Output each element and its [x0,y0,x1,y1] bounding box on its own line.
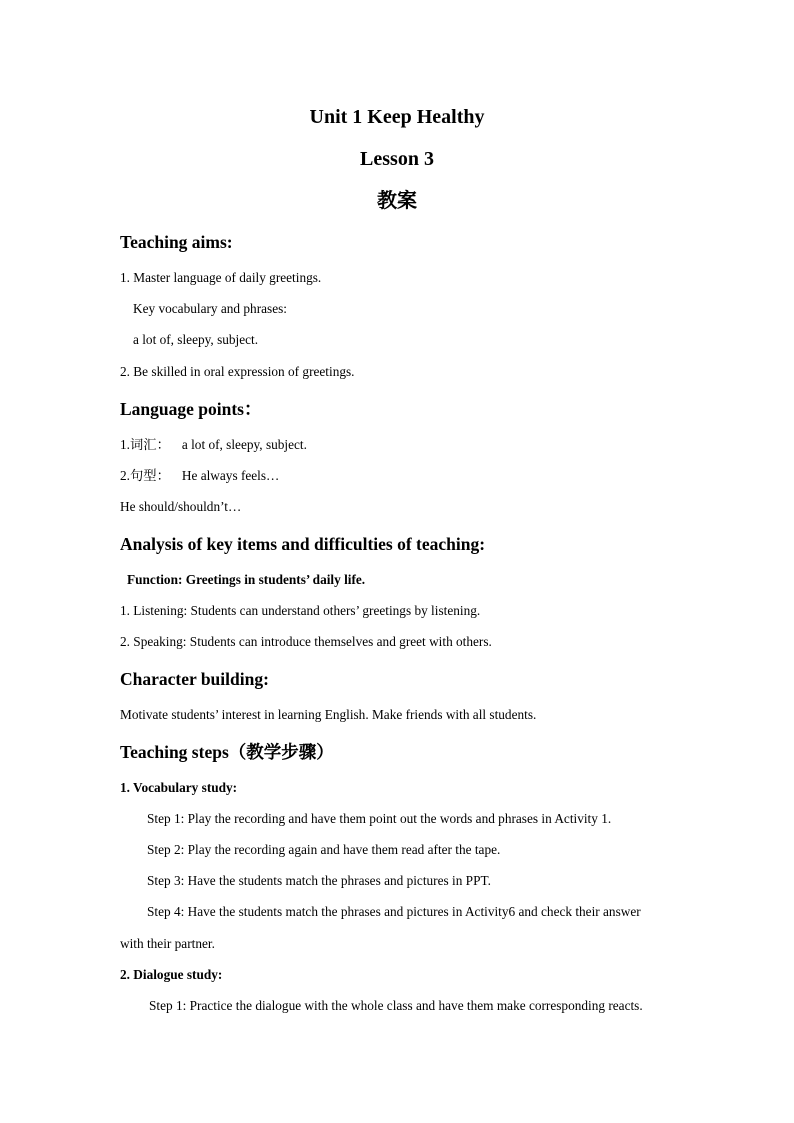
vocab-step-1: Step 1: Play the recording and have them point out the words and phrases in Activity 1. [147,811,612,826]
document-title: Unit 1 Keep Healthy [309,106,485,128]
language-points-heading: Language points： [120,399,262,419]
vocab-text: a lot of, sleepy, subject. [181,437,307,452]
character-heading: Character building: [120,669,269,689]
pattern-line [120,467,279,485]
aim-item-1-words: a lot of, sleepy, subject. [133,332,259,347]
aim-item-1-sub: Key vocabulary and phrases: [133,301,287,316]
pattern-text: He always feels… [181,468,280,483]
aim-item-1: 1. Master language of daily greetings. [120,270,322,285]
aim-item-2: 2. Be skilled in oral expression of greetings. [120,364,355,379]
pattern-text-2: He should/shouldn’t… [120,499,242,514]
teaching-aims-heading: Teaching aims: [120,232,233,252]
teaching-steps-heading: Teaching steps（教学步骤） [120,742,334,762]
vocab-step-2: Step 2: Play the recording again and have them read after the tape. [147,842,501,857]
vocab-step-3: Step 3: Have the students match the phrases and pictures in PPT. [147,873,491,888]
character-text: Motivate students’ interest in learning English. Make friends with all students. [120,707,537,722]
pattern-label: 2.句型： [120,468,170,483]
analysis-item-2: 2. Speaking: Students can introduce themselves and greet with others. [120,634,492,649]
vocab-step-4-continued: with their partner. [120,936,215,951]
vocab-step-4: Step 4: Have the students match the phrases and pictures in Activity6 and check their answer [147,904,641,919]
analysis-heading: Analysis of key items and difficulties of teaching: [120,534,486,554]
analysis-item-1: 1. Listening: Students can understand others’ greetings by listening. [120,603,481,618]
analysis-function: Function: Greetings in students’ daily life. [127,572,366,587]
document-subtitle: 教案 [377,190,417,212]
lesson-title: Lesson 3 [360,148,434,170]
vocabulary-study-heading: 1. Vocabulary study: [120,780,238,795]
vocab-line [120,436,307,454]
dialogue-step-1: Step 1: Practice the dialogue with the whole class and have them make corresponding reacts. [149,998,643,1013]
vocab-label: 1.词汇： [120,437,170,452]
dialogue-study-heading: 2. Dialogue study: [120,967,223,982]
